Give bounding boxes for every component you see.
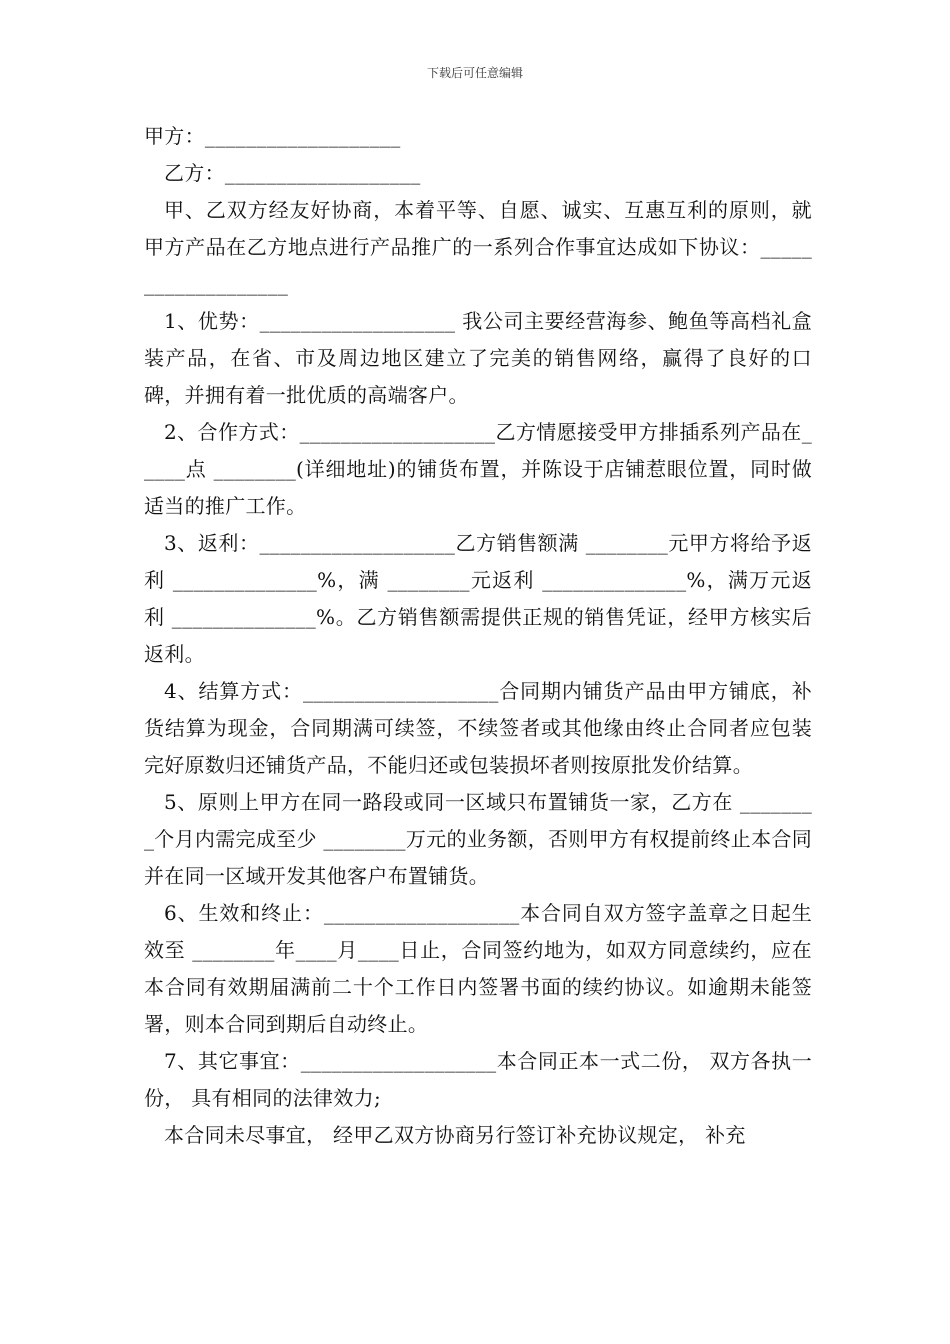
contract-body xyxy=(144,118,812,1154)
supplementary-paragraph: 本合同未尽事宜， 经甲乙双方协商另行签订补充协议规定， 补充 xyxy=(164,1123,746,1147)
page-header-note: 下载后可任意编辑 xyxy=(426,66,523,80)
party-a-line: 甲方：___________________ xyxy=(144,124,401,148)
clause-7-other-matters: 7、其它事宜：___________________本合同正本一式二份， 双方各执一份， 具有相同的法律效力; xyxy=(144,1049,812,1110)
preamble-paragraph: 甲、乙双方经友好协商，本着平等、自愿、诚实、互惠互利的原则，就甲方产品在乙方地点进行产品推广的一系列合作事宜达成如下协议：___________________ xyxy=(144,198,812,296)
clause-3-rebate: 3、返利：___________________乙方销售额满 ________元甲方将给予返利 ______________%，满 ________元返利 ______________%，满万元返利 ______________%。乙方销售额需提供正规的销售凭证，经甲方核实后返利。 xyxy=(144,531,812,666)
clause-6-effect-termination: 6、生效和终止：___________________本合同自双方签字盖章之日起生效至 ________年____月____日止，合同签约地为，如双方同意续约，应在本合同有效期届满前二十个工作日内签署书面的续约协议。如逾期未能签署，则本合同到期后自动终止。 xyxy=(144,901,812,1036)
clause-5-exclusivity: 5、原则上甲方在同一路段或同一区域只布置铺货一家，乙方在 ________个月内需完成至少 ________万元的业务额，否则甲方有权提前终止本合同并在同一区域开发其他客户布置铺货。 xyxy=(144,790,812,888)
clause-2-cooperation: 2、合作方式：___________________乙方情愿接受甲方排插系列产品在_____点 ________(详细地址)的铺货布置，并陈设于店铺惹眼位置，同时做适当的推广工作。 xyxy=(144,420,812,518)
clause-4-settlement: 4、结算方式：___________________合同期内铺货产品由甲方铺底，补货结算为现金，合同期满可续签，不续签者或其他缘由终止合同者应包装完好原数归还铺货产品，不能归还或包装损坏者则按原批发价结算。 xyxy=(144,679,812,777)
party-b-line: 乙方：___________________ xyxy=(164,161,421,185)
clause-1-advantages: 1、优势：___________________ 我公司主要经营海参、鲍鱼等高档礼盒装产品，在省、市及周边地区建立了完美的销售网络，赢得了良好的口碑，并拥有着一批优质的高端客户。 xyxy=(144,309,812,407)
